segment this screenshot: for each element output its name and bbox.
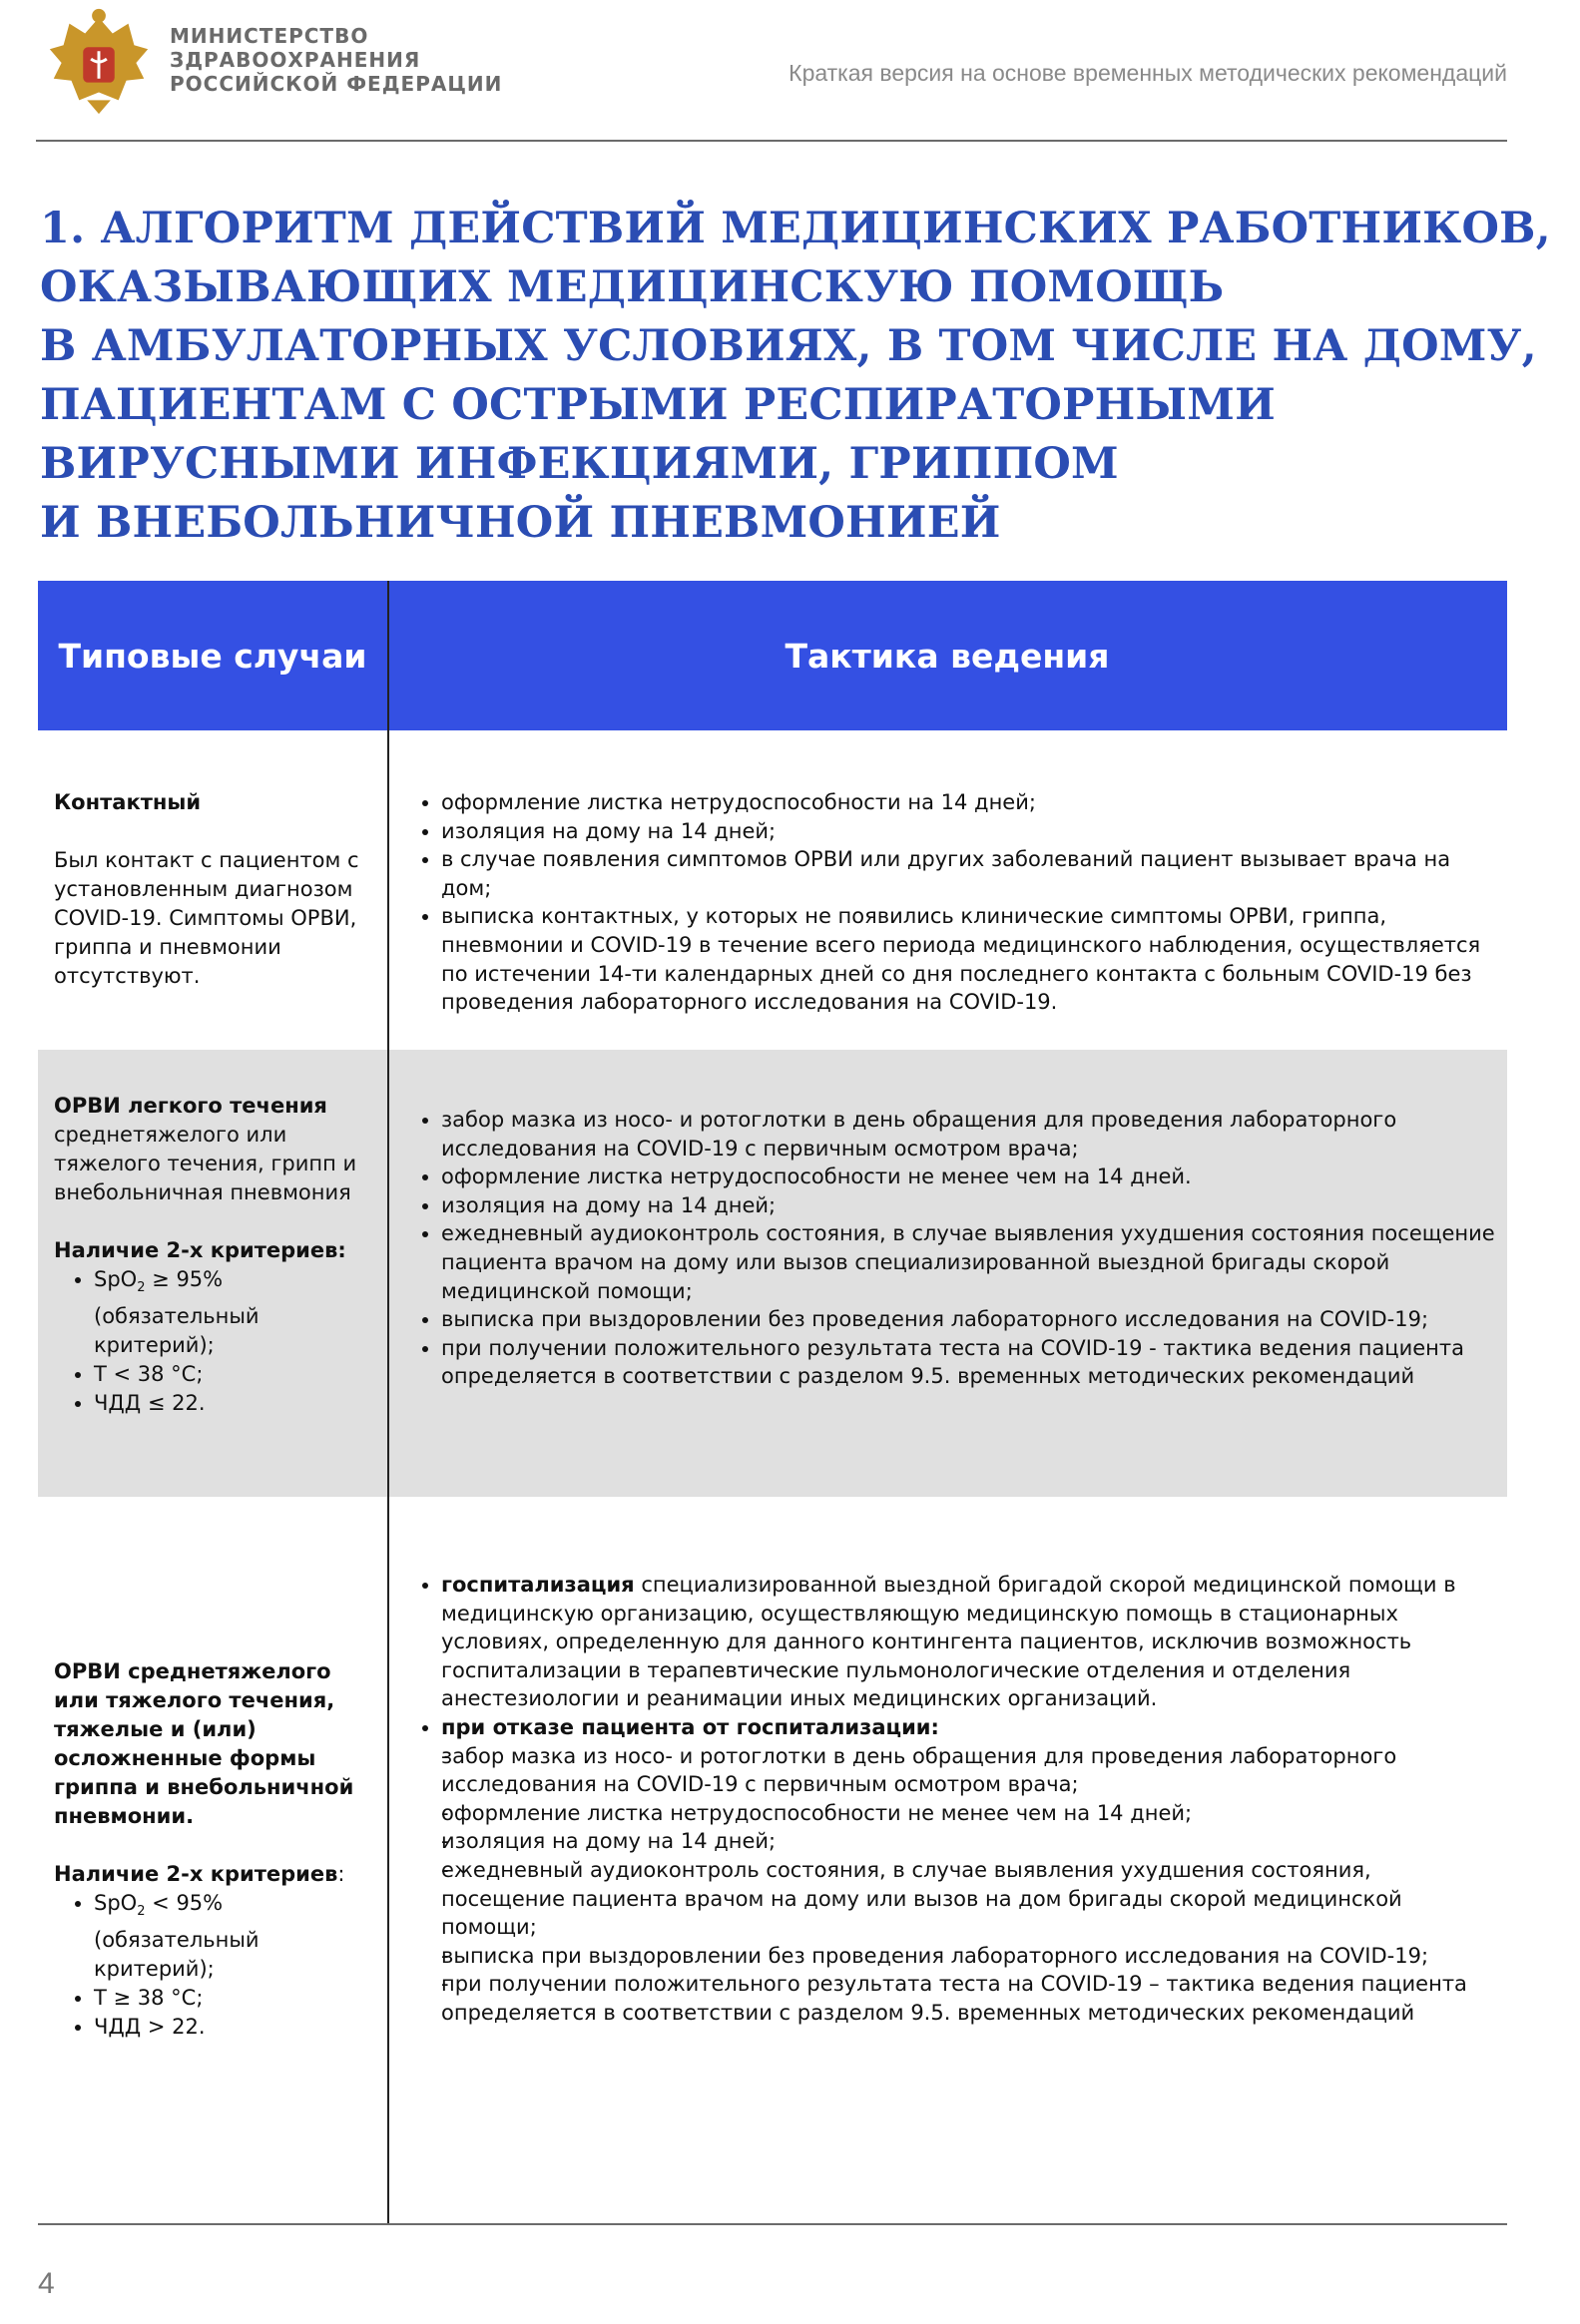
list-item: • выписка при выздоровлении без проведения лабораторного исследования на COVID-19; [441, 1305, 1499, 1334]
list-item: • изоляция на дому на 14 дней; [441, 817, 1499, 846]
criterion-rr: • ЧДД > 22. [94, 2013, 373, 2042]
refusal-list [401, 1742, 1499, 2028]
header-cases: Типовые случаи [58, 636, 367, 676]
table-row-severe [38, 1497, 1507, 2222]
algorithm-table [38, 581, 1507, 2222]
list-item: • выписка контактных, у которых не появились клинические симптомы ОРВИ, гриппа, пневмонии и COVID-19 в течение всего периода медицинского наблюдения, осуществляется по истечении 14-ти календарных дней со дня последнего контакта с больным COVID-19 без проведения лабораторного исследования на COVID-19. [441, 902, 1499, 1016]
title-line: ОКАЗЫВАЮЩИХ МЕДИЦИНСКУЮ ПОМОЩЬ [40, 262, 1225, 312]
tactics-cell [401, 788, 1499, 1017]
criterion-spo2: • SpO$_2$ ≥ 95% (обязательный критерий); [94, 1265, 373, 1360]
list-item: • забор мазка из носо- и ротоглотки в день обращения для проведения лабораторного исследования на COVID-19 с первичным осмотром врача; [441, 1106, 1499, 1162]
case-cell [54, 1657, 373, 2042]
tactics-cell [401, 1106, 1499, 1391]
ministry-line: МИНИСТЕРСТВО [170, 24, 369, 48]
header-tactics: Тактика ведения [785, 636, 1110, 676]
title-line: И ВНЕБОЛЬНИЧНОЙ ПНЕВМОНИЕЙ [40, 498, 1001, 548]
case-title: Контактный [54, 790, 202, 814]
ministry-emblem-icon [40, 4, 158, 122]
case-title: ОРВИ легкого течения [54, 1094, 327, 1118]
list-item: • ежедневный аудиоконтроль состояния, в случае выявления ухудшения состояния посещение пациента врачом на дому или вызов специализированной выездной бригады скорой медицинской помощи; [441, 1219, 1499, 1305]
title-line: ПАЦИЕНТАМ С ОСТРЫМИ РЕСПИРАТОРНЫМИ [40, 380, 1276, 430]
list-item: • при получении положительного результата теста на COVID-19 - тактика ведения пациента определяется в соответствии с разделом 9.5. временных методических рекомендаций [441, 1334, 1499, 1391]
table-row-mild [38, 1050, 1507, 1497]
list-item: - ежедневный аудиоконтроль состояния, в случае выявления ухудшения состояния, посещение пациента врачом на дому или вызов на дом бригады скорой медицинской помощи; [441, 1856, 1499, 1942]
case-cell [54, 788, 373, 991]
list-item: • оформление листка нетрудоспособности не менее чем на 14 дней. [441, 1162, 1499, 1191]
title-line: В АМБУЛАТОРНЫХ УСЛОВИЯХ, В ТОМ ЧИСЛЕ НА ДОМУ, [40, 321, 1537, 371]
list-item: - оформление листка нетрудоспособности не менее чем на 14 дней; [441, 1799, 1499, 1828]
criterion-temp: • T ≥ 38 °C; [94, 1984, 373, 2013]
case-title: ОРВИ среднетяжелого или тяжелого течения, тяжелые и (или) осложненные формы гриппа и внебольничной пневмонии. [54, 1659, 354, 1828]
criterion-temp: • T < 38 °C; [94, 1360, 373, 1389]
page-title [40, 200, 1551, 553]
column-divider [387, 581, 389, 2223]
list-item: - изоляция на дому на 14 дней; [441, 1827, 1499, 1856]
title-line: ВИРУСНЫМИ ИНФЕКЦИЯМИ, ГРИППОМ [40, 439, 1119, 489]
list-item-hospitalization: • госпитализация специализированной выездной бригадой скорой медицинской помощи в медицинскую организацию, осуществляющую медицинскую помощь в стационарных условиях, определенную для данного контингента пациентов, исключив возможность госпитализации в терапевтические пульмонологические отделения и отделения анестезиологии и реанимации иных медицинских организаций. [441, 1571, 1499, 1713]
case-text: среднетяжелого или тяжелого течения, грипп и внебольничная пневмония [54, 1123, 357, 1204]
ministry-name [170, 24, 502, 96]
criterion-spo2: • SpO$_2$ < 95% (обязательный критерий); [94, 1889, 373, 1984]
criteria-label: Наличие 2-х критериев: [54, 1862, 345, 1886]
list-item: • оформление листка нетрудоспособности на 14 дней; [441, 788, 1499, 817]
header-subtitle: Краткая версия на основе временных методических рекомендаций [789, 60, 1507, 86]
list-item-refusal: • при отказе пациента от госпитализации: [441, 1713, 1499, 1742]
list-item: - забор мазка из носо- и ротоглотки в день обращения для проведения лабораторного исследования на COVID-19 с первичным осмотром врача; [441, 1742, 1499, 1799]
footer-divider [38, 2223, 1507, 2225]
list-item: - при получении положительного результата теста на COVID-19 – тактика ведения пациента определяется в соответствии с разделом 9.5. временных методических рекомендаций [441, 1970, 1499, 2027]
tactics-cell [401, 1571, 1499, 2028]
list-item: • изоляция на дому на 14 дней; [441, 1191, 1499, 1220]
list-item: - выписка при выздоровлении без проведения лабораторного исследования на COVID-19; [441, 1942, 1499, 1971]
case-text: Был контакт с пациентом с установленным диагнозом COVID-19. Симптомы ОРВИ, гриппа и пневмонии отсутствуют. [54, 848, 359, 988]
title-line: 1. АЛГОРИТМ ДЕЙСТВИЙ МЕДИЦИНСКИХ РАБОТНИКОВ, [40, 204, 1551, 253]
table-row-contact [38, 730, 1507, 1050]
page-header [36, 0, 1507, 142]
page-number: 4 [38, 2267, 55, 2300]
ministry-line: ЗДРАВООХРАНЕНИЯ [170, 48, 421, 72]
case-cell [54, 1092, 373, 1418]
criterion-rr: • ЧДД ≤ 22. [94, 1389, 373, 1418]
criteria-label: Наличие 2-х критериев: [54, 1238, 346, 1262]
ministry-line: РОССИЙСКОЙ ФЕДЕРАЦИИ [170, 72, 503, 96]
list-item: • в случае появления симптомов ОРВИ или других заболеваний пациент вызывает врача на дом; [441, 845, 1499, 902]
table-header [38, 581, 1507, 730]
